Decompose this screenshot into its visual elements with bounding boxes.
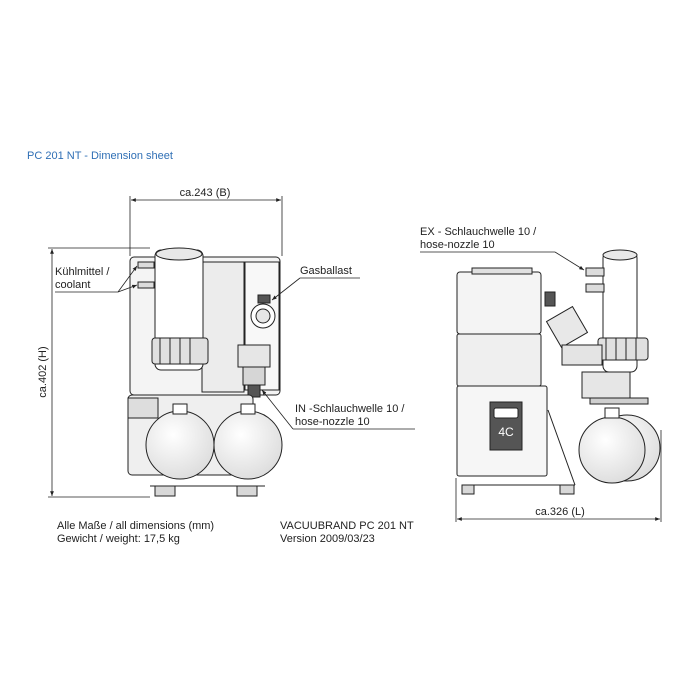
dimensions-note: Alle Maße / all dimensions (mm) <box>57 520 215 532</box>
exhaust-label-en: hose-nozzle 10 <box>420 239 495 251</box>
exhaust-nozzle <box>586 268 604 276</box>
version-note: Version 2009/03/23 <box>280 533 375 545</box>
coolant-nozzle <box>138 262 154 268</box>
front-flask-left <box>146 411 214 479</box>
inlet-fitting <box>238 345 270 367</box>
side-view <box>457 250 660 494</box>
page-title: PC 201 NT - Dimension sheet <box>27 150 173 162</box>
front-view <box>128 248 282 496</box>
coolant-nozzle <box>138 282 154 288</box>
model-note: VACUUBRAND PC 201 NT <box>280 520 414 532</box>
front-width-label: ca.243 (B) <box>179 187 231 199</box>
inlet-label-en: hose-nozzle 10 <box>295 416 370 428</box>
side-flask-front <box>579 417 645 483</box>
front-flask-right <box>214 411 282 479</box>
weight-note: Gewicht / weight: 17,5 kg <box>57 533 180 545</box>
front-height-label: ca.402 (H) <box>37 346 49 398</box>
gas-ballast-leader <box>272 278 360 300</box>
side-badge: 4C <box>498 425 514 439</box>
gas-ballast-label: Gasballast <box>300 265 352 277</box>
motor-housing <box>457 272 541 334</box>
exhaust-leader <box>420 252 584 270</box>
front-width-dimension <box>130 196 282 256</box>
exhaust-label-de: EX - Schlauchwelle 10 / <box>420 226 537 238</box>
inlet-label-de: IN -Schlauchwelle 10 / <box>295 403 405 415</box>
coolant-label-de: Kühlmittel / <box>55 266 110 278</box>
coolant-label-en: coolant <box>55 279 91 291</box>
side-length-label: ca.326 (L) <box>535 506 585 518</box>
